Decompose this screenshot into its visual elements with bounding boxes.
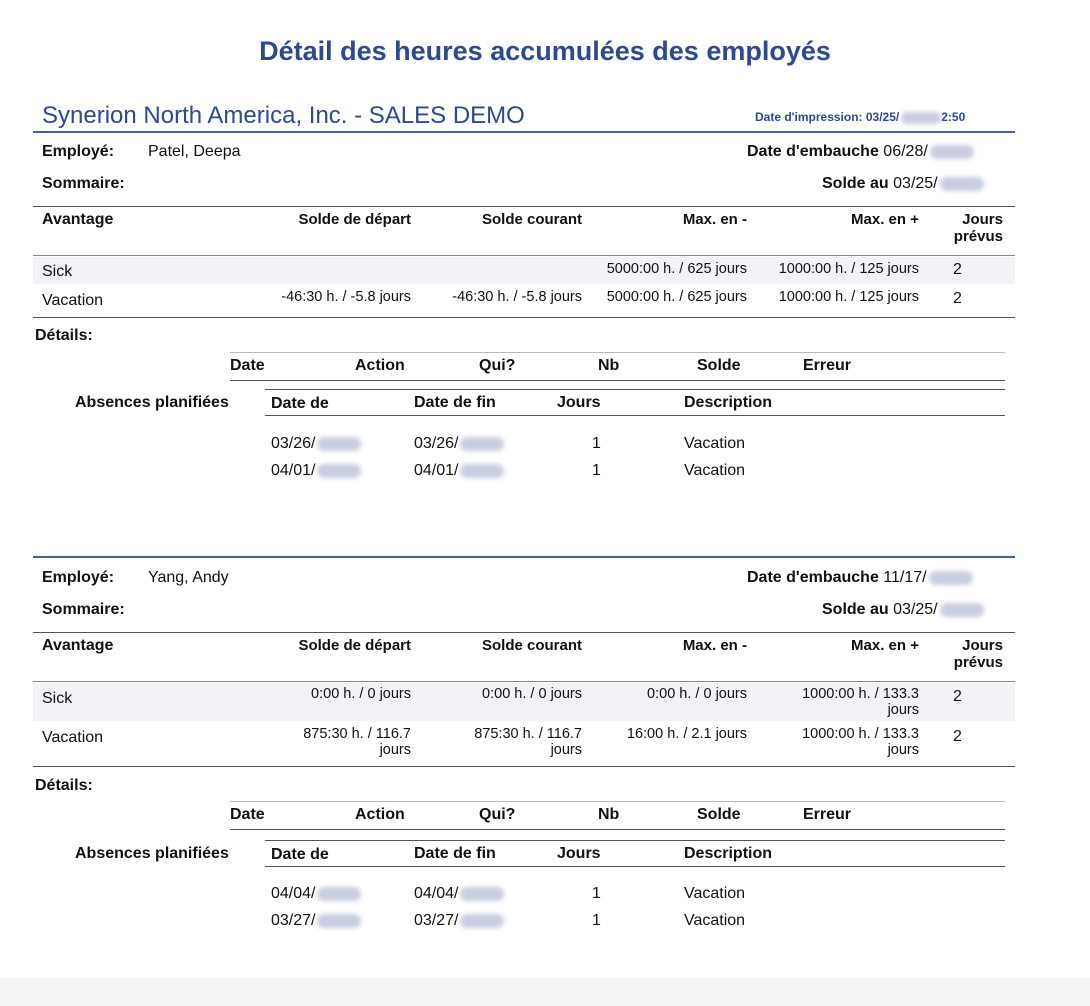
- absence-date-from-value: 04/04/: [271, 885, 316, 902]
- col-benefit: Avantage: [42, 637, 114, 654]
- hire-date-label: Date d'embauche: [747, 143, 879, 160]
- planned-absences-label: Absences planifiées: [75, 394, 229, 411]
- absence-date-from: [271, 435, 361, 453]
- employee-label: Employé:: [42, 143, 115, 160]
- absence-date-from-value: 03/27/: [271, 912, 316, 929]
- current-balance-line2: jours: [550, 742, 582, 758]
- col-date-from: Date de: [271, 846, 329, 863]
- col-planned-days-line1: Jours: [962, 637, 1003, 654]
- details-label: Détails:: [35, 327, 93, 344]
- absence-days: 1: [592, 885, 601, 902]
- absence-date-from: [271, 885, 361, 903]
- redacted-value: [940, 177, 984, 191]
- col-description: Description: [684, 845, 773, 862]
- summary-bottom-rule: [33, 766, 1015, 767]
- details-top-rule: [230, 352, 1005, 353]
- print-time: 2:50: [941, 110, 966, 124]
- planned-days: 2: [953, 290, 962, 307]
- col-who: Qui?: [479, 806, 516, 823]
- summary-label: Sommaire:: [42, 175, 125, 192]
- summary-bottom-rule: [33, 317, 1015, 318]
- col-date: Date: [230, 357, 265, 374]
- hire-date: [747, 569, 973, 587]
- benefit-name: Sick: [42, 690, 73, 707]
- col-planned-days: [930, 211, 1003, 245]
- max-plus-line1: 1000:00 h. / 133.3: [802, 726, 919, 742]
- max-minus: 5000:00 h. / 625 jours: [606, 261, 747, 277]
- col-count: Nb: [598, 806, 620, 823]
- summary-top-rule: [33, 206, 1015, 207]
- col-days: Jours: [557, 845, 601, 862]
- col-max-minus: Max. en -: [682, 211, 747, 228]
- col-who: Qui?: [479, 357, 516, 374]
- max-plus: 1000:00 h. / 125 jours: [778, 261, 919, 277]
- planned-absences-label: Absences planifiées: [75, 845, 229, 862]
- absence-date-to: [414, 462, 504, 480]
- col-start-balance: Solde de départ: [298, 211, 411, 228]
- redacted-value: [460, 914, 504, 928]
- max-minus: 5000:00 h. / 625 jours: [606, 289, 747, 305]
- hire-date: [747, 143, 974, 161]
- col-error: Erreur: [803, 806, 852, 823]
- employee-label: Employé:: [42, 569, 115, 586]
- max-plus-line2: jours: [887, 742, 919, 758]
- absence-description: Vacation: [684, 462, 746, 479]
- hire-date-value: 11/17/: [883, 569, 927, 586]
- company-name: Synerion North America, Inc. - SALES DEMO: [42, 102, 525, 129]
- current-balance-line1: 875:30 h. / 116.7: [474, 726, 582, 742]
- print-date-label: Date d'impression: 03/25/: [755, 110, 900, 124]
- summary-top-rule: [33, 632, 1015, 633]
- details-top-rule: [230, 801, 1005, 802]
- details-header-rule: [230, 829, 1005, 830]
- col-date-to: Date de fin: [414, 845, 496, 862]
- absence-date-from-value: 03/26/: [271, 435, 316, 452]
- balance-date: [822, 601, 984, 619]
- employee-divider: [33, 556, 1015, 558]
- absence-description: Vacation: [684, 885, 746, 902]
- absence-days: 1: [592, 462, 601, 479]
- details-label: Détails:: [35, 777, 93, 794]
- print-date: [755, 110, 965, 124]
- planned-days: 2: [953, 688, 962, 705]
- col-max-minus: Max. en -: [682, 637, 747, 654]
- max-plus-line2: jours: [887, 702, 919, 718]
- redacted-value: [317, 437, 361, 451]
- col-balance: Solde: [697, 357, 741, 374]
- summary-header-rule: [33, 255, 1015, 256]
- col-days: Jours: [557, 394, 601, 411]
- current-balance: 0:00 h. / 0 jours: [482, 686, 582, 702]
- absence-date-to-value: 04/01/: [414, 462, 459, 479]
- col-balance: Solde: [697, 806, 741, 823]
- absence-date-to: [414, 435, 504, 453]
- benefit-name: Vacation: [42, 292, 104, 309]
- redacted-value: [930, 145, 974, 159]
- balance-date: [822, 175, 984, 193]
- planned-days: 2: [953, 261, 962, 278]
- start-balance: -46:30 h. / -5.8 jours: [281, 289, 411, 305]
- col-date-to: Date de fin: [414, 394, 496, 411]
- start-balance-line1: 875:30 h. / 116.7: [303, 726, 411, 742]
- balance-date-value: 03/25/: [893, 175, 938, 192]
- col-count: Nb: [598, 357, 620, 374]
- col-description: Description: [684, 394, 773, 411]
- col-date: Date: [230, 806, 265, 823]
- benefit-name: Sick: [42, 263, 73, 280]
- benefit-name: Vacation: [42, 729, 104, 746]
- col-current-balance: Solde courant: [481, 637, 582, 654]
- max-plus: [740, 686, 919, 718]
- absence-days: 1: [592, 435, 601, 452]
- max-plus: [740, 726, 919, 758]
- absence-date-to-value: 03/27/: [414, 912, 459, 929]
- col-planned-days: [930, 637, 1003, 671]
- max-plus: 1000:00 h. / 125 jours: [778, 289, 919, 305]
- absence-days: 1: [592, 912, 601, 929]
- balance-date-value: 03/25/: [893, 601, 938, 618]
- report-title: Détail des heures accumulées des employés: [259, 36, 831, 66]
- col-max-plus: Max. en +: [851, 211, 919, 228]
- planned-days: 2: [953, 728, 962, 745]
- redacted-value: [460, 887, 504, 901]
- start-balance: 0:00 h. / 0 jours: [311, 686, 411, 702]
- col-max-plus: Max. en +: [851, 637, 919, 654]
- col-action: Action: [355, 357, 405, 374]
- employee-name: Patel, Deepa: [148, 143, 241, 160]
- absence-date-from: [271, 462, 361, 480]
- balance-date-label: Solde au: [822, 601, 889, 618]
- max-minus: 0:00 h. / 0 jours: [647, 686, 747, 702]
- absence-date-to: [414, 885, 504, 903]
- col-current-balance: Solde courant: [481, 211, 582, 228]
- redacted-value: [317, 887, 361, 901]
- absences-header-rule: [265, 866, 1005, 867]
- redacted-value: [460, 437, 504, 451]
- col-start-balance: Solde de départ: [298, 637, 411, 654]
- redacted-value: [929, 571, 973, 585]
- col-error: Erreur: [803, 357, 852, 374]
- summary-header-rule: [33, 681, 1015, 682]
- details-header-rule: [230, 380, 1005, 381]
- hire-date-label: Date d'embauche: [747, 569, 879, 586]
- absence-date-from-value: 04/01/: [271, 462, 316, 479]
- col-action: Action: [355, 806, 405, 823]
- col-planned-days-line1: Jours: [962, 211, 1003, 228]
- start-balance: [230, 726, 411, 758]
- col-planned-days-line2: prévus: [953, 654, 1003, 671]
- redacted-value: [317, 914, 361, 928]
- absence-date-to-value: 04/04/: [414, 885, 459, 902]
- redacted-value: [460, 464, 504, 478]
- col-benefit: Avantage: [42, 211, 114, 228]
- balance-date-label: Solde au: [822, 175, 889, 192]
- header-divider: [33, 131, 1015, 133]
- col-date-from: Date de: [271, 395, 329, 412]
- absences-header-rule: [265, 415, 1005, 416]
- current-balance: -46:30 h. / -5.8 jours: [452, 289, 582, 305]
- absence-date-from: [271, 912, 361, 930]
- absence-description: Vacation: [684, 912, 746, 929]
- absences-top-rule: [265, 389, 1005, 390]
- max-minus: 16:00 h. / 2.1 jours: [626, 726, 747, 742]
- absence-description: Vacation: [684, 435, 746, 452]
- current-balance: [400, 726, 582, 758]
- page-bottom-band: [0, 978, 1090, 1006]
- max-plus-line1: 1000:00 h. / 133.3: [802, 686, 919, 702]
- hire-date-value: 06/28/: [883, 143, 928, 160]
- summary-label: Sommaire:: [42, 601, 125, 618]
- employee-name: Yang, Andy: [148, 569, 229, 586]
- absence-date-to: [414, 912, 504, 930]
- col-planned-days-line2: prévus: [953, 228, 1003, 245]
- start-balance-line2: jours: [379, 742, 411, 758]
- absence-date-to-value: 03/26/: [414, 435, 459, 452]
- redacted-value: [940, 603, 984, 617]
- redacted-value: [901, 112, 941, 124]
- absences-top-rule: [265, 840, 1005, 841]
- redacted-value: [317, 464, 361, 478]
